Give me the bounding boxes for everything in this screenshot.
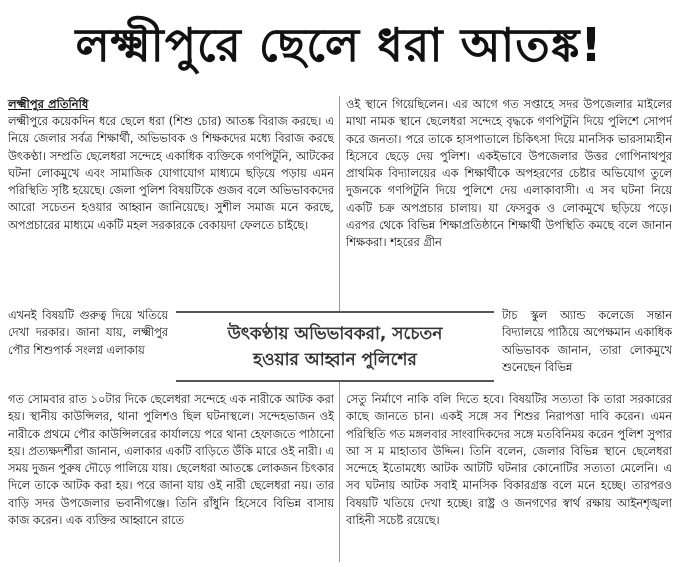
article-paragraph: ওই স্থানে গিয়েছিলেন। এর আগে গত সপ্তাহে সদর উপজেলার মাইলের মাথা নামক স্থানে ছেলেধরা সন্দেহে বৃদ্ধকে গণপিটুনি দিয়ে পুলিশে সোপর্দ করে জনতা। পরে তাকে হাসপাতালে চিকিৎসা দিয়ে মানসিক ভারসাম্যহীন হিসেবে ছেড়ে দেয় পুলিশ। একইভাবে উপজেলার উত্তর গোপিনাথপুর প্রাথমিক বিদ্যালয়ের এক শিক্ষার্থীকে অপহরণের চেষ্টার অভিযোগ তুলে দুজনকে গণপিটুনি দিয়ে পুলিশে দেয় এলাকাবাসী। এ সব ঘটনা নিয়ে একটি চক্র অপপ্রচার চালায়। যা ফেসবুক ও লোকমুখে ছড়িয়ে পড়ে। এরপর থেকে বিভিন্ন শিক্ষাপ্রতিষ্ঠানে শিক্ষার্থী উপস্থিতি কমছে বলে জানান শিক্ষকরা। শহরের গ্রীন: [346, 98, 672, 250]
pull-quote-line-2: হওয়ার আহ্বান পুলিশের: [253, 349, 417, 370]
article-paragraph: গত সোমবার রাত ১০টার দিকে ছেলেধরা সন্দেহে এক নারীকে আটক করা হয়। স্থানীয় কাউন্সিলর, থানা পুলিশও ছিল ঘটনাস্থলে। সন্দেহভাজন ওই নারীকে প্রথমে পৌর কাউন্সিলরের কার্যালয়ে পরে থানা হেফাজতে পাঠানো হয়। প্রত্যক্ষদর্শীরা জানান, এলাকার একটি বাড়িতে উঁকি মারে ওই নারী। এ সময় দুজন পুরুষ দৌড়ে পালিয়ে যায়। ছেলেধরা আতঙ্কে লোকজন চিৎকার দিলে তাকে আটক করা হয়। পরে জানা যায় ওই নারী ছেলেধরা নয়। তার বাড়ি সদর উপজেলার ভবানীগঞ্জে। তিনি রাঁধুনি হিসেবে বিভিন্ন বাসায় কাজ করেন। এক ব্যক্তির আহ্বানে রাতে: [8, 393, 334, 528]
headline: লক্ষ্মীপুরে ছেলে ধরা আতঙ্ক!: [75, 18, 603, 72]
pull-quote: [176, 311, 494, 382]
article-paragraph: টাচ স্কুল অ্যান্ড কলেজে সন্তান বিদ্যালয়ে পাঠিয়ে অপেক্ষমান একাধিক অভিভাবক জানান, তারা লোকমুখে শুনেছেন বিভিন্ন: [502, 309, 672, 374]
article-column-left-top: [8, 113, 334, 307]
article-column-right-top: [346, 96, 672, 307]
article-wrap-left: [8, 307, 168, 388]
article-column-right-bottom: [346, 391, 672, 563]
article-column-left-bottom: [8, 391, 334, 563]
article-paragraph: লক্ষ্মীপুরে কয়েকদিন ধরে ছেলে ধরা (শিশু চোর) আতঙ্ক বিরাজ করছে। এ নিয়ে জেলার সর্বত্র শিক্ষার্থী, অভিভাবক ও শিক্ষকদের মধ্যে বিরাজ করছে উৎকণ্ঠা। সম্প্রতি ছেলেধরা সন্দেহে একাধিক ব্যক্তিকে গণপিটুনি, আটকের ঘটনা লোকমুখে এবং সামাজিক যোগাযোগ মাধ্যমে ছড়িয়ে পড়ায় এমন পরিস্থিতি সৃষ্টি হয়েছে। জেলা পুলিশ বিষয়টিকে গুজব বলে অভিভাবকদের আরো সচেতন হওয়ার আহ্বান জানিয়েছে। সুশীল সমাজ মনে করছে, অপপ্রচারের মাধ্যমে একটি মহল সরকারকে বেকায়দা ফেলতে চাইছে।: [8, 115, 334, 232]
pull-quote-line-1: উৎকণ্ঠায় অভিভাবকরা, সচেতন: [227, 323, 443, 344]
article-paragraph: এখনই বিষয়টি গুরুত্ব দিয়ে খতিয়ে দেখা দরকার। জানা যায়, লক্ষ্মীপুর পৌর শিশুপার্ক সংলগ্ন এলাকায়: [8, 309, 168, 357]
byline: লক্ষ্মীপুর প্রতিনিধি: [8, 97, 89, 111]
article-wrap-right: [502, 307, 672, 388]
article-paragraph: সেতু নির্মাণে নাকি বলি দিতে হবে। বিষয়টির সত্যতা কি তারা সরকারের কাছে জানতে চান। একই সঙ্গে সব শিশুর নিরাপত্তা দাবি করেন। এমন পরিস্থিতি গত মঙ্গলবার সাংবাদিকদের সঙ্গে মতবিনিময় করেন পুলিশ সুপার আ স ম মাহাতাব উদ্দিন। তিনি বলেন, জেলার বিভিন্ন স্থানে ছেলেধরা সন্দেহে ইতোমধ্যে আটক আটটি ঘটনার কোনোটির সত্যতা মেলেনি। এ সব ঘটনায় আটক সবাই মানসিক বিকারগ্রস্ত বলে মনে হচ্ছে। তারপরও বিষয়টি খতিয়ে দেখা হচ্ছে। রাষ্ট্র ও জনগণের স্বার্থ রক্ষায় আইনশৃঙ্খলা বাহিনী সচেষ্ট রয়েছে।: [346, 393, 672, 528]
